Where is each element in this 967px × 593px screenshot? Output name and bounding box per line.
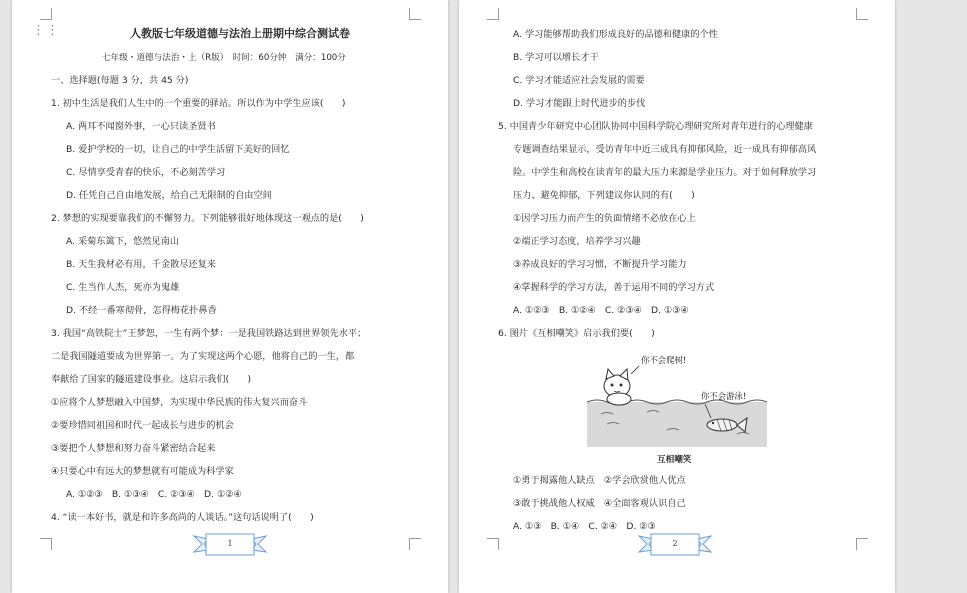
cat-speech-text: 你不会爬树! [641,355,687,365]
text-line: C. 尽情享受青春的快乐，不必刻苦学习 [66,167,226,178]
text-line: A. 学习能够帮助我们形成良好的品德和健康的个性 [513,29,718,40]
crop-mark [856,538,868,550]
cat-icon [604,369,631,405]
text-line: B. 天生我材必有用，千金散尽还复来 [66,259,216,270]
page-number: 2 [672,539,678,548]
text-line: 2. 梦想的实现要靠我们的不懈努力。下列能够很好地体现这一观点的是( ) [51,213,364,224]
text-line: ②端正学习态度，培养学习兴趣 [513,236,641,247]
text-line: 6. 图片《互相嘲笑》启示我们要( ) [498,328,655,339]
text-line: A. ①③ B. ①④ C. ②④ D. ②③ [513,521,656,532]
document-title: 人教版七年级道德与法治上册期中综合测试卷 [130,27,350,40]
text-line: 4. “读一本好书，就是和许多高尚的人谈话。”这句话说明了( ) [51,512,314,523]
text-line: A. 采菊东篱下，悠然见南山 [66,236,180,247]
text-line: B. 爱护学校的一切，让自己的中学生活留下美好的回忆 [66,144,290,155]
text-line: ③敢于挑战他人权威 ④全面客观认识自己 [513,498,686,509]
text-line: ①应将个人梦想融入中国梦，为实现中华民族的伟大复兴而奋斗 [51,397,308,408]
text-line: D. 学习才能跟上时代进步的步伐 [513,98,646,109]
fish-speech-text: 你不会游泳! [701,391,747,401]
figure-caption: 互相嘲笑 [657,455,692,465]
crop-mark [487,538,499,550]
crop-mark [40,8,52,20]
text-line: ④只要心中有远大的梦想就有可能成为科学家 [51,466,234,477]
text-line: A. ①②③ B. ①③④ C. ②③④ D. ①②④ [66,489,242,500]
text-line: 3. 我国“高铁院士”王梦恕，一生有两个梦：一是我国铁路达到世界领先水平； [51,328,367,339]
crop-mark [40,538,52,550]
cartoon-figure [587,352,767,447]
text-line: A. ①②③ B. ①②④ C. ②③④ D. ①③④ [513,305,689,316]
page-number: 1 [227,539,233,548]
document-page-1 [12,0,448,593]
text-line: B. 学习可以增长才干 [513,52,599,63]
text-line: ①勇于揭露他人缺点 ②学会欣赏他人优点 [513,475,686,486]
text-line: C. 生当作人杰，死亦为鬼雄 [66,282,180,293]
document-page-2 [459,0,895,593]
text-line: D. 任凭自己自由地发展，给自己无限制的自由空间 [66,190,272,201]
text-line: 二是我国隧道要成为世界第一。为了实现这两个心愿，他将自己的一生，都 [51,351,355,362]
text-line: ④掌握科学的学习方法，善于运用不同的学习方式 [513,282,715,293]
page-number-badge [192,530,268,560]
crop-mark [409,538,421,550]
text-line: 险。中学生和高校在读青年的最大压力来源是学业压力。对于如何释放学习 [513,167,817,178]
text-line: 一、选择题(每题 3 分，共 45 分) [51,75,189,86]
crop-mark [487,8,499,20]
page-number-badge [637,530,713,560]
text-line: ②要珍惜同祖国和时代一起成长与进步的机会 [51,420,234,431]
text-line: A. 两耳不闻窗外事，一心只读圣贤书 [66,121,216,132]
text-line: D. 不经一番寒彻骨，怎得梅花扑鼻香 [66,305,217,316]
document-subtitle: 七年级・道德与法治・上（R版） 时间：60分钟 满分：100分 [102,53,346,63]
crop-mark [409,8,421,20]
text-line: C. 学习才能适应社会发展的需要 [513,75,645,86]
text-line: ③要把个人梦想和努力奋斗紧密结合起来 [51,443,216,454]
text-line: ①因学习压力而产生的负面情绪不必放在心上 [513,213,696,224]
text-line: 压力、避免抑郁，下列建议你认同的有( ) [513,190,695,201]
text-line: 专题调查结果显示，受访青年中近三成具有抑郁风险，近一成具有抑郁高风 [513,144,817,155]
text-line: 奉献给了国家的隧道建设事业。这启示我们( ) [51,374,252,385]
text-line: 5. 中国青少年研究中心团队协同中国科学院心理研究所对青年进行的心理健康 [498,121,813,132]
crop-mark [856,8,868,20]
drag-handle-icon[interactable]: ⋮⋮ [32,23,60,38]
text-line: 1. 初中生活是我们人生中的一个重要的驿站。所以作为中学生应该( ) [51,98,346,109]
text-line: ③养成良好的学习习惯，不断提升学习能力 [513,259,687,270]
